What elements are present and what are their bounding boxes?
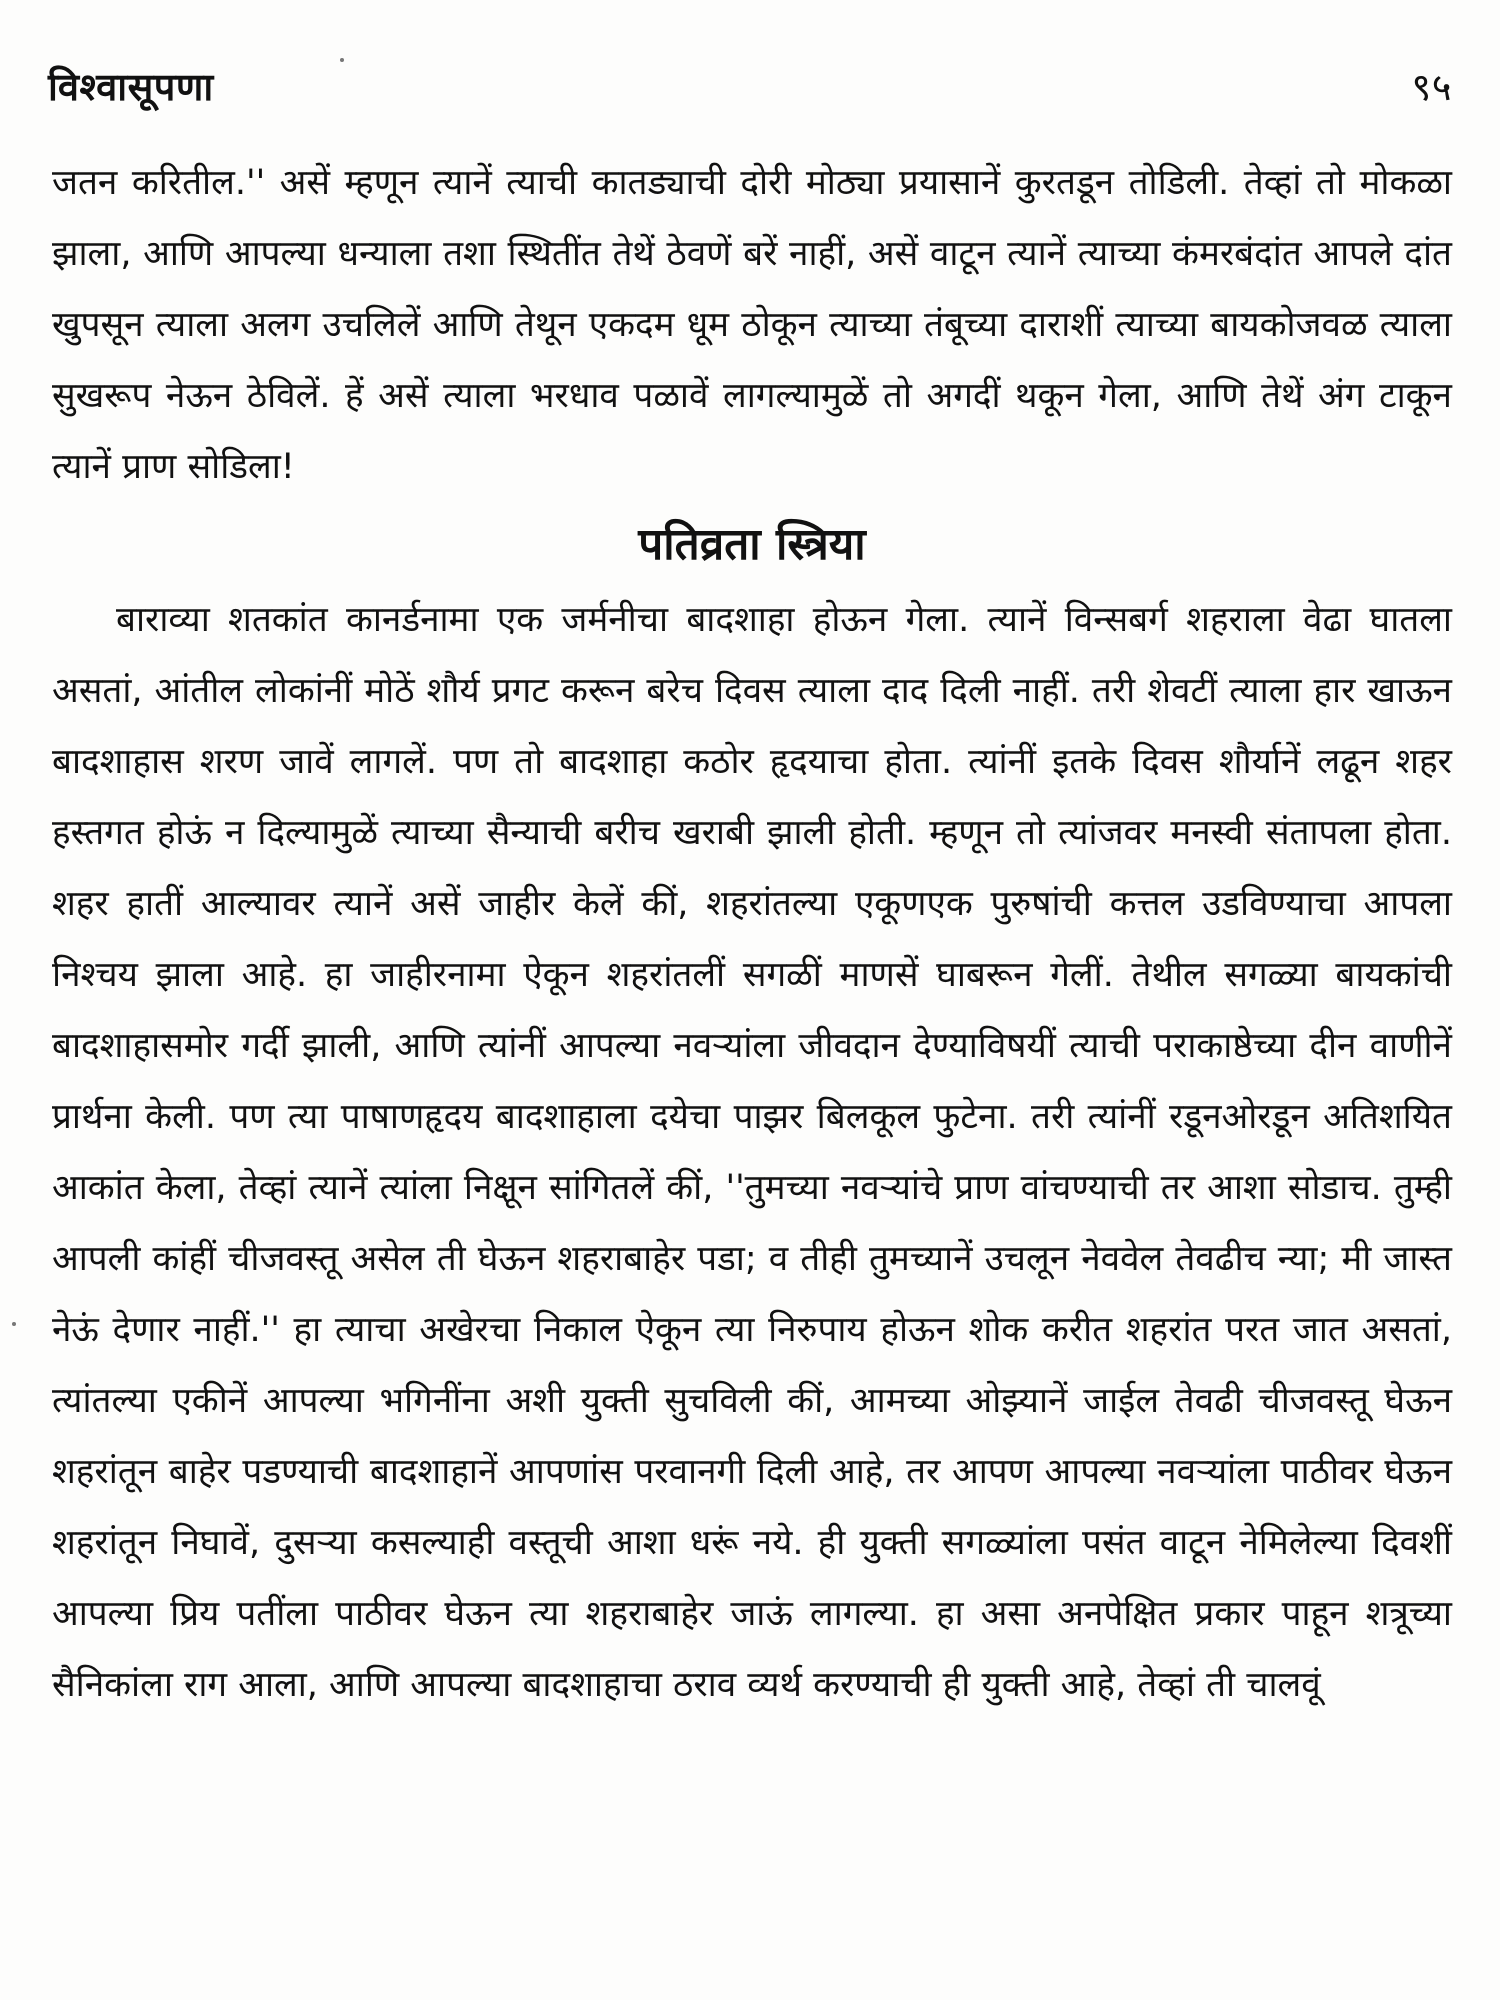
scan-speck: [12, 1322, 16, 1326]
page-number: ९५: [1411, 65, 1452, 109]
scan-speck: [340, 58, 344, 62]
body-text: [52, 148, 1452, 1721]
section-title: पतिव्रता स्त्रिया: [638, 519, 866, 570]
section-paragraph: बाराव्या शतकांत कानर्डनामा एक जर्मनीचा बादशाहा होऊन गेला. त्यानें विन्सबर्ग शहराला वेढा घातला असतां, आंतील लोकांनीं मोठें शौर्य प्रगट करून बरेच दिवस त्याला दाद दिली नाहीं. तरी शेवटीं त्याला हार खाऊन बादशाहास शरण जावें लागलें. पण तो बादशाहा कठोर हृदयाचा होता. त्यांनीं इतके दिवस शौर्यानें लढून शहर हस्तगत होऊं न दिल्यामुळें त्याच्या सैन्याची बरीच खराबी झाली होती. म्हणून तो त्यांजवर मनस्वी संतापला होता. शहर हातीं आल्यावर त्यानें असें जाहीर केलें कीं, शहरांतल्या एकूणएक पुरुषांची कत्तल उडविण्याचा आपला निश्चय झाला आहे. हा जाहीरनामा ऐकून शहरांतलीं सगळीं माणसें घाबरून गेलीं. तेथील सगळ्या बायकांची बादशाहासमोर गर्दी झाली, आणि त्यांनीं आपल्या नवऱ्यांला जीवदान देण्याविषयीं त्याची पराकाष्ठेच्या दीन वाणीनें प्रार्थना केली. पण त्या पाषाणहृदय बादशाहाला दयेचा पाझर बिलकूल फुटेना. तरी त्यांनीं रडूनओरडून अतिशयित आकांत केला, तेव्हां त्यानें त्यांला निक्षून सांगितलें कीं, ''तुमच्या नवऱ्यांचे प्राण वांचण्याची तर आशा सोडाच. तुम्ही आपली कांहीं चीजवस्तू असेल ती घेऊन शहराबाहेर पडा; व तीही तुमच्यानें उचलून नेववेल तेवढीच न्या; मी जास्त नेऊं देणार नाहीं.'' हा त्याचा अखेरचा निकाल ऐकून त्या निरुपाय होऊन शोक करीत शहरांत परत जात असतां, त्यांतल्या एकीनें आपल्या भगिनींना अशी युक्ती सुचविली कीं, आमच्या ओझ्यानें जाईल तेवढी चीजवस्तू घेऊन शहरांतून बाहेर पडण्याची बादशाहानें आपणांस परवानगी दिली आहे, तर आपण आपल्या नवऱ्यांला पाठीवर घेऊन शहरांतून निघावें, दुसऱ्या कसल्याही वस्तूची आशा धरूं नये. ही युक्ती सगळ्यांला पसंत वाटून नेमिलेल्या दिवशीं आपल्या प्रिय पतींला पाठीवर घेऊन त्या शहराबाहेर जाऊं लागल्या. हा असा अनपेक्षित प्रकार पाहून शत्रूच्या सैनिकांला राग आला, आणि आपल्या बादशाहाचा ठराव व्यर्थ करण्याची ही युक्ती आहे, तेव्हां ती चालवूं: [52, 600, 1452, 1705]
continuation-paragraph: जतन करितील.'' असें म्हणून त्यानें त्याची कातड्याची दोरी मोठ्या प्रयासानें कुरतडून तोडिली. तेव्हां तो मोकळा झाला, आणि आपल्या धन्याला तशा स्थितींत तेथें ठेवणें बरें नाहीं, असें वाटून त्यानें त्याच्या कंमरबंदांत आपले दांत खुपसून त्याला अलग उचलिलें आणि तेथून एकदम धूम ठोकून त्याच्या तंबूच्या दाराशीं त्याच्या बायकोजवळ त्याला सुखरूप नेऊन ठेविलें. हें असें त्याला भरधाव पळावें लागल्यामुळें तो अगदीं थकून गेला, आणि तेथें अंग टाकून त्यानें प्राण सोडिला!: [52, 163, 1452, 487]
running-title: विश्वासूपणा: [48, 65, 214, 109]
running-header: [48, 56, 1452, 116]
